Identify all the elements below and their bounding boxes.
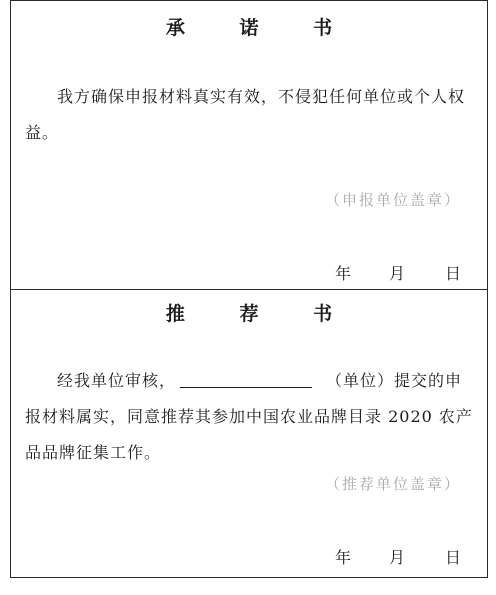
recommendation-body-prefix: 经我单位审核， [57,371,177,390]
recommendation-title: 推 荐 书 [165,303,357,325]
recommendation-stamp-placeholder: （推荐单位盖章） [324,475,461,493]
unit-name-blank[interactable] [180,369,312,388]
recommendation-body [25,363,477,471]
recommendation-date-year: 年 [335,548,352,567]
form-sheet [10,0,488,578]
commitment-date-year: 年 [335,264,352,283]
commitment-date-month: 月 [389,264,406,283]
recommendation-date-day: 日 [445,548,462,567]
commitment-stamp-placeholder: （申报单位盖章） [324,191,461,209]
commitment-date-day: 日 [445,264,462,283]
section-divider [11,289,487,290]
commitment-body: 我方确保申报材料真实有效，不侵犯任何单位或个人权益。 [25,87,466,142]
recommendation-date-month: 月 [389,548,406,567]
commitment-title: 承 诺 书 [165,17,357,39]
recommendation-body-suffix: （单位）提交的申报材料属实，同意推荐其参加中国农业品牌目录 2020 农产品品牌征集工作。 [25,371,473,462]
